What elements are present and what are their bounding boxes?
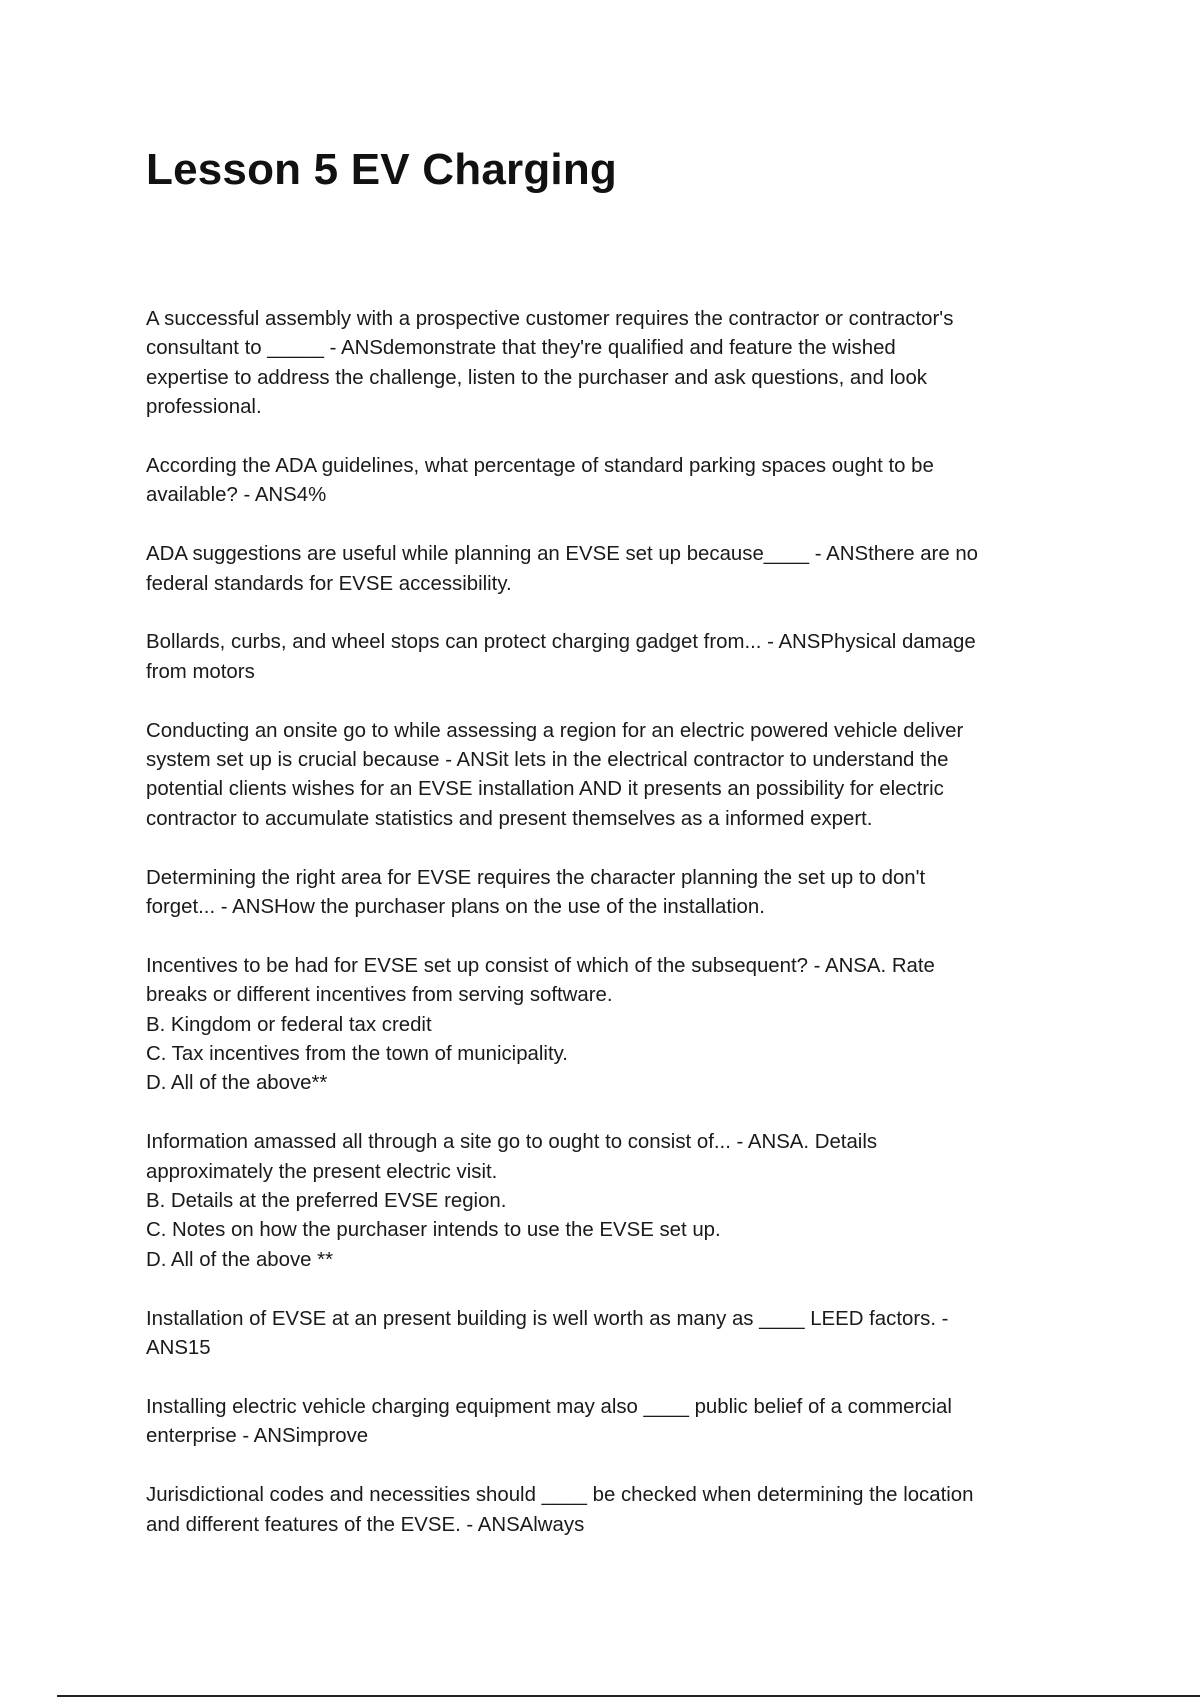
qa-item	[146, 1128, 1066, 1275]
qa-line: consultant to _____ - ANSdemonstrate that they're qualified and feature the wished	[146, 337, 896, 360]
qa-line: contractor to accumulate statistics and present themselves as a informed expert.	[146, 807, 873, 830]
qa-line: Jurisdictional codes and necessities should ____ be checked when determining the location	[146, 1484, 974, 1507]
qa-line: potential clients wishes for an EVSE installation AND it presents an possibility for electric	[146, 778, 944, 801]
page-divider	[57, 1695, 1200, 1697]
qa-item	[146, 864, 1066, 923]
qa-line: expertise to address the challenge, listen to the purchaser and ask questions, and look	[146, 366, 927, 389]
qa-item	[146, 717, 1066, 835]
qa-line: B. Kingdom or federal tax credit	[146, 1013, 432, 1036]
qa-line: enterprise - ANSimprove	[146, 1425, 369, 1448]
qa-line: ADA suggestions are useful while planning an EVSE set up because____ - ANSthere are no	[146, 543, 979, 566]
qa-item	[146, 540, 1066, 599]
qa-line: system set up is crucial because - ANSit lets in the electrical contractor to understand the	[146, 749, 949, 772]
qa-line: D. All of the above **	[146, 1248, 334, 1271]
qa-line: approximately the present electric visit.	[146, 1160, 498, 1183]
qa-line: B. Details at the preferred EVSE region.	[146, 1190, 507, 1213]
qa-list	[146, 305, 1066, 1569]
qa-line: and different features of the EVSE. - ANSAlways	[146, 1513, 585, 1536]
qa-line: from motors	[146, 660, 255, 683]
qa-line: C. Tax incentives from the town of municipality.	[146, 1043, 568, 1066]
qa-line: D. All of the above**	[146, 1072, 328, 1095]
qa-line: forget... - ANSHow the purchaser plans on the use of the installation.	[146, 896, 765, 919]
qa-item	[146, 952, 1066, 1099]
qa-line: Bollards, curbs, and wheel stops can protect charging gadget from... - ANSPhysical damage	[146, 631, 976, 654]
qa-line: Incentives to be had for EVSE set up consist of which of the subsequent? - ANSA. Rate	[146, 954, 935, 977]
qa-line: Information amassed all through a site go to ought to consist of... - ANSA. Details	[146, 1131, 878, 1154]
qa-line: professional.	[146, 396, 262, 419]
qa-item	[146, 628, 1066, 687]
qa-line: breaks or different incentives from serving software.	[146, 984, 613, 1007]
qa-line: A successful assembly with a prospective customer requires the contractor or contractor's	[146, 308, 954, 330]
page-title: Lesson 5 EV Charging	[146, 145, 617, 194]
qa-item	[146, 452, 1066, 511]
qa-line: Installation of EVSE at an present building is well worth as many as ____ LEED factors. -	[146, 1307, 949, 1330]
qa-line: federal standards for EVSE accessibility.	[146, 572, 512, 595]
qa-line: C. Notes on how the purchaser intends to use the EVSE set up.	[146, 1219, 721, 1242]
qa-line: Installing electric vehicle charging equipment may also ____ public belief of a commercial	[146, 1395, 952, 1418]
qa-line: Determining the right area for EVSE requires the character planning the set up to don't	[146, 866, 926, 889]
qa-line: Conducting an onsite go to while assessing a region for an electric powered vehicle deliver	[146, 719, 964, 742]
qa-item	[146, 1481, 1066, 1540]
qa-line: available? - ANS4%	[146, 484, 327, 507]
qa-line: ANS15	[146, 1337, 211, 1360]
qa-item	[146, 1305, 1066, 1364]
qa-item	[146, 1393, 1066, 1452]
qa-item	[146, 305, 1066, 423]
qa-line: According the ADA guidelines, what percentage of standard parking spaces ought to be	[146, 455, 934, 478]
